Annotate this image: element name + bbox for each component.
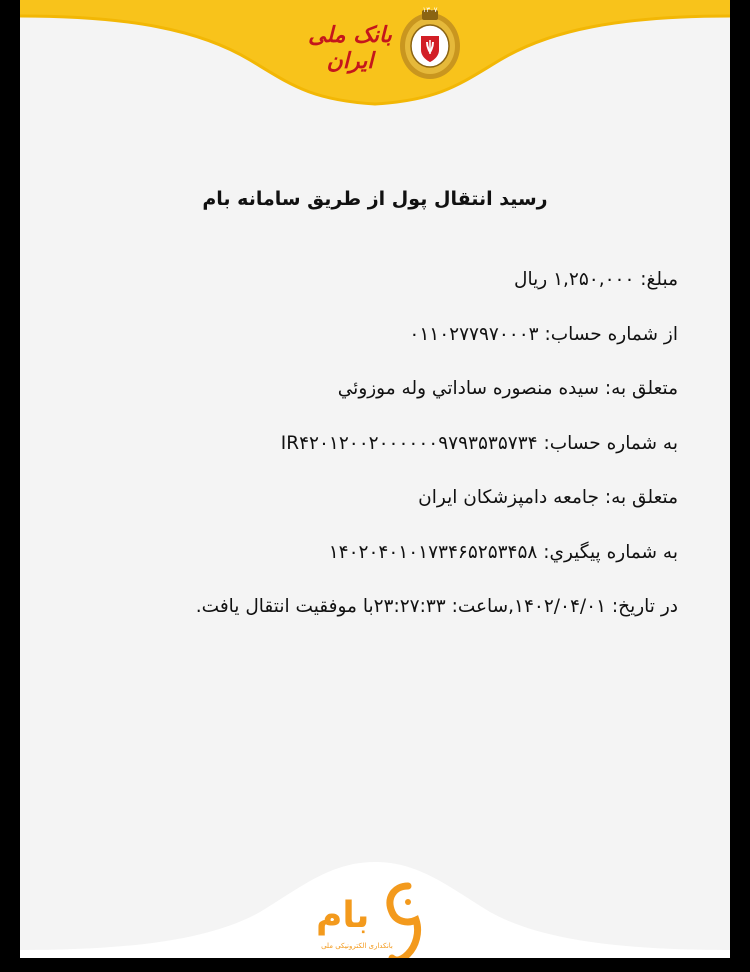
emblem-year: ۱۳۰۷ bbox=[422, 6, 438, 14]
amount-line: مبلغ: ۱,۲۵۰,۰۰۰ ریال bbox=[514, 269, 678, 290]
receipt-details bbox=[58, 265, 678, 647]
bank-name-logo: بانک ملی ایران bbox=[308, 22, 392, 74]
sender-owner-line: متعلق به: سیده منصوره ساداتي وله موزوئي bbox=[337, 378, 678, 399]
from-account-line: از شماره حساب: ۰۱۱۰۲۷۷۹۷۰۰۰۳ bbox=[409, 323, 678, 345]
tracking-number-line: به شماره پیگیري: ۱۴۰۲۰۴۰۱۰۱۷۳۴۶۵۲۵۳۴۵۸ bbox=[328, 541, 678, 563]
to-account-line: به شماره حساب: IR۴۲۰۱۲۰۰۲۰۰۰۰۰۰۹۷۹۳۵۳۵۷۳۴ bbox=[280, 432, 678, 454]
bam-brand: بام bbox=[316, 895, 370, 936]
date-time-line: در تاریخ: ۱۴۰۲/۰۴/۰۱,ساعت: ۲۳:۲۷:۳۳با موفقیت انتقال یافت. bbox=[195, 596, 678, 617]
bam-subtitle: بانکداری الکترونیکی ملی bbox=[321, 942, 393, 950]
recipient-owner-line: متعلق به: جامعه دامپزشكان ايران bbox=[418, 487, 678, 508]
receipt-title: رسید انتقال پول از طریق سامانه بام bbox=[202, 188, 548, 210]
bank-emblem-icon bbox=[397, 6, 463, 82]
receipt-page bbox=[20, 0, 730, 958]
